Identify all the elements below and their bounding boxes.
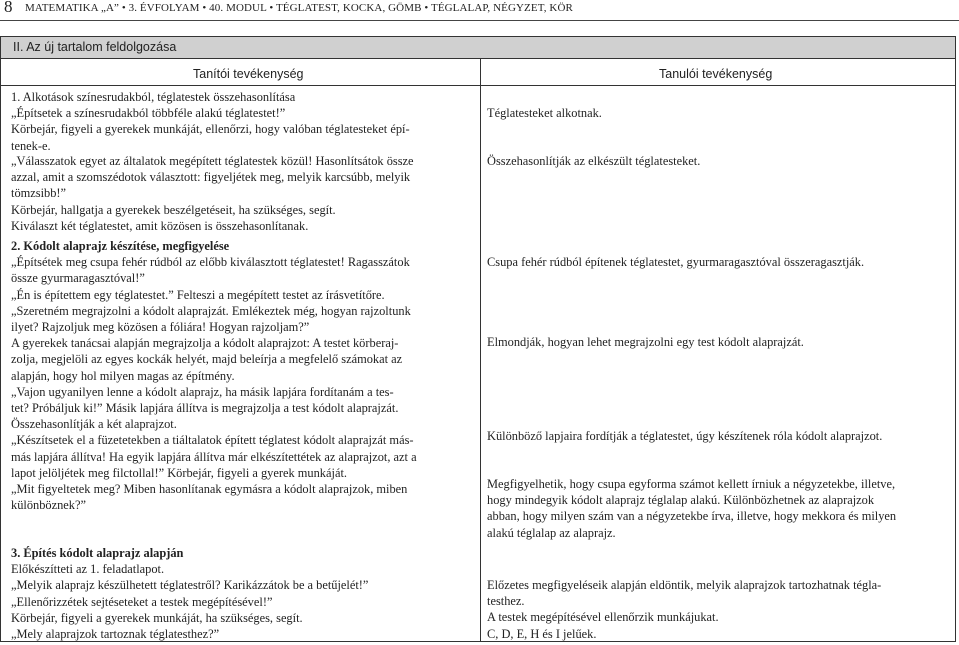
text-line: Előkészítteti az 1. feladatlapot. [11,562,165,577]
text-line: testhez. [487,594,525,609]
text-line: Körbejár, figyeli a gyerekek munkáját, ha szükséges, segít. [11,610,303,625]
text-line: „Vajon ugyanilyen lenne a kódolt alaprajz, ha másik lapjára fordítanám a tes- [11,384,394,399]
text-line: A gyerekek tanácsai alapján megrajzolja a kódolt alaprajzot: A testet körberaj- [11,336,399,351]
text-line: „Készítsetek el a füzetetekben a tiáltalatok épített téglatest kódolt alaprajzát más- [11,433,414,448]
running-head: MATEMATIKA „A” • 3. ÉVFOLYAM • 40. MODUL • TÉGLATEST, KOCKA, GÖMB • TÉGLALAP, NÉGYZET, KÖR [25,2,573,14]
text-line: azzal, amit a szomszédotok választott: figyeljétek meg, melyik karcsúbb, melyik [11,170,411,185]
student-activity-7 [487,577,952,642]
text-line: A testek megépítésével ellenőrzik munkájukat. [487,610,719,625]
teacher-block-1 [11,89,473,154]
section-title: II. Az új tartalom feldolgozása [13,40,177,54]
text-line: Összehasonlítják a két alaprajzot. [11,417,177,432]
text-line: ilyet? Rajzoljuk meg közösen a fóliára! Hogyan rajzoljam?” [11,320,310,335]
text-line: tenek-e. [11,138,51,153]
student-activity-3: Csupa fehér rúdból építenek téglatestet, gyurmaragasztóval összeragasztják. [487,255,865,269]
student-activity-1: Téglatesteket alkotnak. [487,106,602,120]
text-line: Körbejár, figyeli a gyerekek munkáját, ellenőrzi, hogy valóban téglatesteket épí- [11,122,410,137]
text-line: lapot jelöljétek meg filctollal!” Körbejár, figyeli a gyerek munkáját. [11,465,347,480]
student-activity-5: Különböző lapjaira fordítják a téglatestet, úgy készítenek róla kódolt alaprajzot. [487,429,883,443]
page-number: 8 [4,0,13,16]
text-line: különböznek?” [11,498,87,513]
text-line: zolja, megjelöli az egyes kockák helyét, majd beleírja a megfelelő számokat az [11,352,403,367]
text-line: Előzetes megfigyeléseik alapján eldöntik, melyik alaprajzok tartozhatnak tégla- [487,578,882,592]
student-activity-6 [487,476,952,541]
text-line: össze gyurmaragasztóval!” [11,271,145,286]
text-line: „Szeretném megrajzolni a kódolt alaprajzát. Emlékeztek még, hogyan rajzoltunk [11,303,411,318]
text-line: hogy mindegyik kódolt alaprajz téglalap alakú. Különbözhetnek az alaprajzok [487,493,875,508]
text-line: Kiválaszt két téglatestet, amit közösen is összehasonlítanak. [11,218,309,233]
teacher-block-4 [11,545,473,642]
text-line: „Építsetek a színesrudakból többféle alakú téglatestet!” [11,106,286,121]
text-line: tet? Próbáljuk ki!” Másik lapjára állítva is megrajzolja a test kódolt alaprajzát. [11,401,399,416]
text-line: „Melyik alaprajz készülhetett téglatestről? Karikázzátok be a betűjelét!” [11,578,369,593]
text-line: „Én is építettem egy téglatestet.” Felteszi a megépített testet az írásvetítőre. [11,287,385,302]
header-divider [1,85,955,86]
header-rule [0,20,959,21]
teacher-block-2 [11,153,473,234]
text-line: C, D, E, H és I jelűek. [487,626,597,641]
task-title-1: 1. Alkotások színesrudakból, téglatestek összehasonlítása [11,90,296,104]
text-line: abban, hogy milyen szám van a négyzetekbe írva, illetve, hogy mekkora és milyen [487,509,897,524]
column-header-teacher: Tanítói tevékenység [193,67,304,81]
text-line: alakú téglalap az alaprajz. [487,525,616,540]
text-line: „Mit figyeltetek meg? Miben hasonlítanak egymásra a kódolt alaprajzok, miben [11,482,408,497]
section-header [1,37,955,59]
text-line: más lapjára állítva! Ha egyik lapjára állítva már elkészítettétek az alaprajzot, azt a [11,449,417,464]
student-activity-4: Elmondják, hogyan lehet megrajzolni egy test kódolt alaprajzát. [487,335,804,349]
text-line: alapján, hogy hol milyen magas az építmény. [11,368,235,383]
page-header [0,0,959,20]
text-line: „Építsétek meg csupa fehér rúdból az előbb kiválasztott téglatestet! Ragasszátok [11,255,410,270]
column-divider [480,59,481,641]
teacher-block-3 [11,238,473,513]
text-line: „Ellenőrizzétek sejtéseteket a testek megépítésével!” [11,594,273,609]
text-line: „Válasszatok egyet az általatok megépített téglatestek közül! Hasonlítsátok össze [11,154,414,168]
task-title-2: 2. Kódolt alaprajz készítése, megfigyelése [11,239,230,253]
task-title-3: 3. Építés kódolt alaprajz alapján [11,546,184,560]
text-line: tömzsibb!” [11,186,67,201]
text-line: „Mely alaprajzok tartoznak téglatesthez?” [11,627,220,642]
text-line: Megfigyelhetik, hogy csupa egyforma számot kellett írniuk a négyzetekbe, illetve, [487,477,896,491]
column-header-student: Tanulói tevékenység [659,67,773,81]
student-activity-2: Összehasonlítják az elkészült téglatesteket. [487,154,701,168]
text-line: Körbejár, hallgatja a gyerekek beszélgetéseit, ha szükséges, segít. [11,202,336,217]
